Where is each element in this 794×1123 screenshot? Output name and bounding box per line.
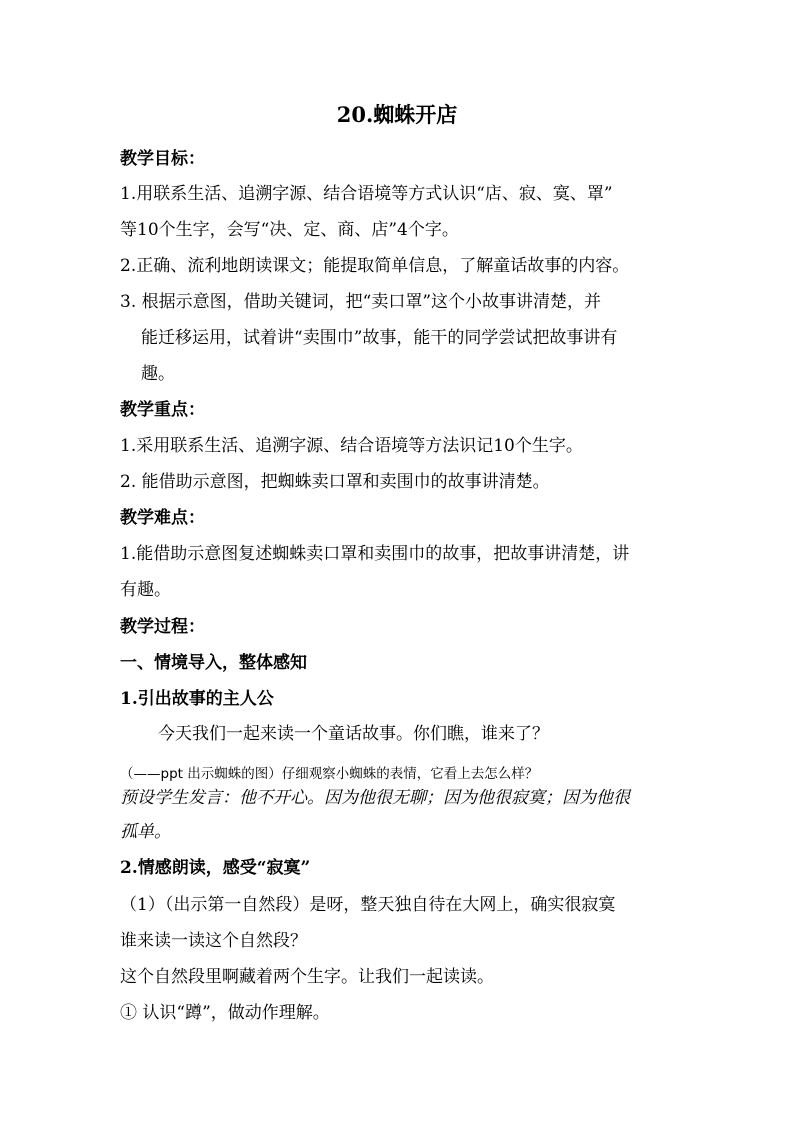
step-1-preset-line-1: 预设学生发言：他不开心。因为他很无聊；因为他很寂寞；因为他很 <box>120 788 630 808</box>
difficulty-1-line-2: 有趣。 <box>120 580 171 600</box>
step-2-para-1-line-2: 谁来读一读这个自然段？ <box>120 931 307 951</box>
step-1-heading: 1.引出故事的主人公 <box>120 689 274 709</box>
goal-3-line-2: 能迁移运用，试着讲“卖围巾”故事，能干的同学尝试把故事讲有 <box>141 328 618 348</box>
step-2-heading: 2.情感朗读，感受“寂寞” <box>120 858 311 878</box>
step-2-item-1: ① 认识“蹲”，做动作理解。 <box>120 1003 330 1023</box>
step-1-ppt-note: （——ppt 出示蜘蛛的图）仔细观察小蜘蛛的表情，它看上去怎么样？ <box>120 766 539 782</box>
step-1-preset-line-2: 孤单。 <box>120 822 171 842</box>
step-2-para-2: 这个自然段里啊藏着两个生字。让我们一起读读。 <box>120 967 494 987</box>
goal-1-line-1: 1.用联系生活、追溯字源、结合语境等方式认识“店、寂、寞、罩” <box>120 184 613 204</box>
key-points-heading: 教学重点： <box>120 400 205 420</box>
goal-3-line-3: 趣。 <box>141 364 175 384</box>
page-title: 20.蜘蛛开店 <box>336 102 458 127</box>
step-1-text: 今天我们一起来读一个童话故事。你们瞧，谁来了？ <box>158 724 549 744</box>
goal-3-line-1: 3. 根据示意图，借助关键词，把“卖口罩”这个小故事讲清楚，并 <box>120 292 602 312</box>
goal-2: 2.正确、流利地朗读课文；能提取简单信息，了解童话故事的内容。 <box>120 256 630 276</box>
step-2-para-1-line-1: （1）（出示第一自然段）是呀，整天独自待在大网上，确实很寂寞 <box>120 895 616 915</box>
difficulty-1-line-1: 1.能借助示意图复述蜘蛛卖口罩和卖围巾的故事，把故事讲清楚，讲 <box>120 544 630 564</box>
difficulty-heading: 教学难点： <box>120 508 205 528</box>
process-heading: 教学过程： <box>120 617 205 637</box>
part-1-heading: 一、情境导入，整体感知 <box>120 653 307 673</box>
key-point-1: 1.采用联系生活、追溯字源、结合语境等方法识记10个生字。 <box>120 436 583 456</box>
goal-1-line-2: 等10个生字，会写“决、定、商、店”4个字。 <box>120 220 459 240</box>
key-point-2: 2. 能借助示意图，把蜘蛛卖口罩和卖围巾的故事讲清楚。 <box>120 472 550 492</box>
goals-heading: 教学目标： <box>120 149 205 169</box>
